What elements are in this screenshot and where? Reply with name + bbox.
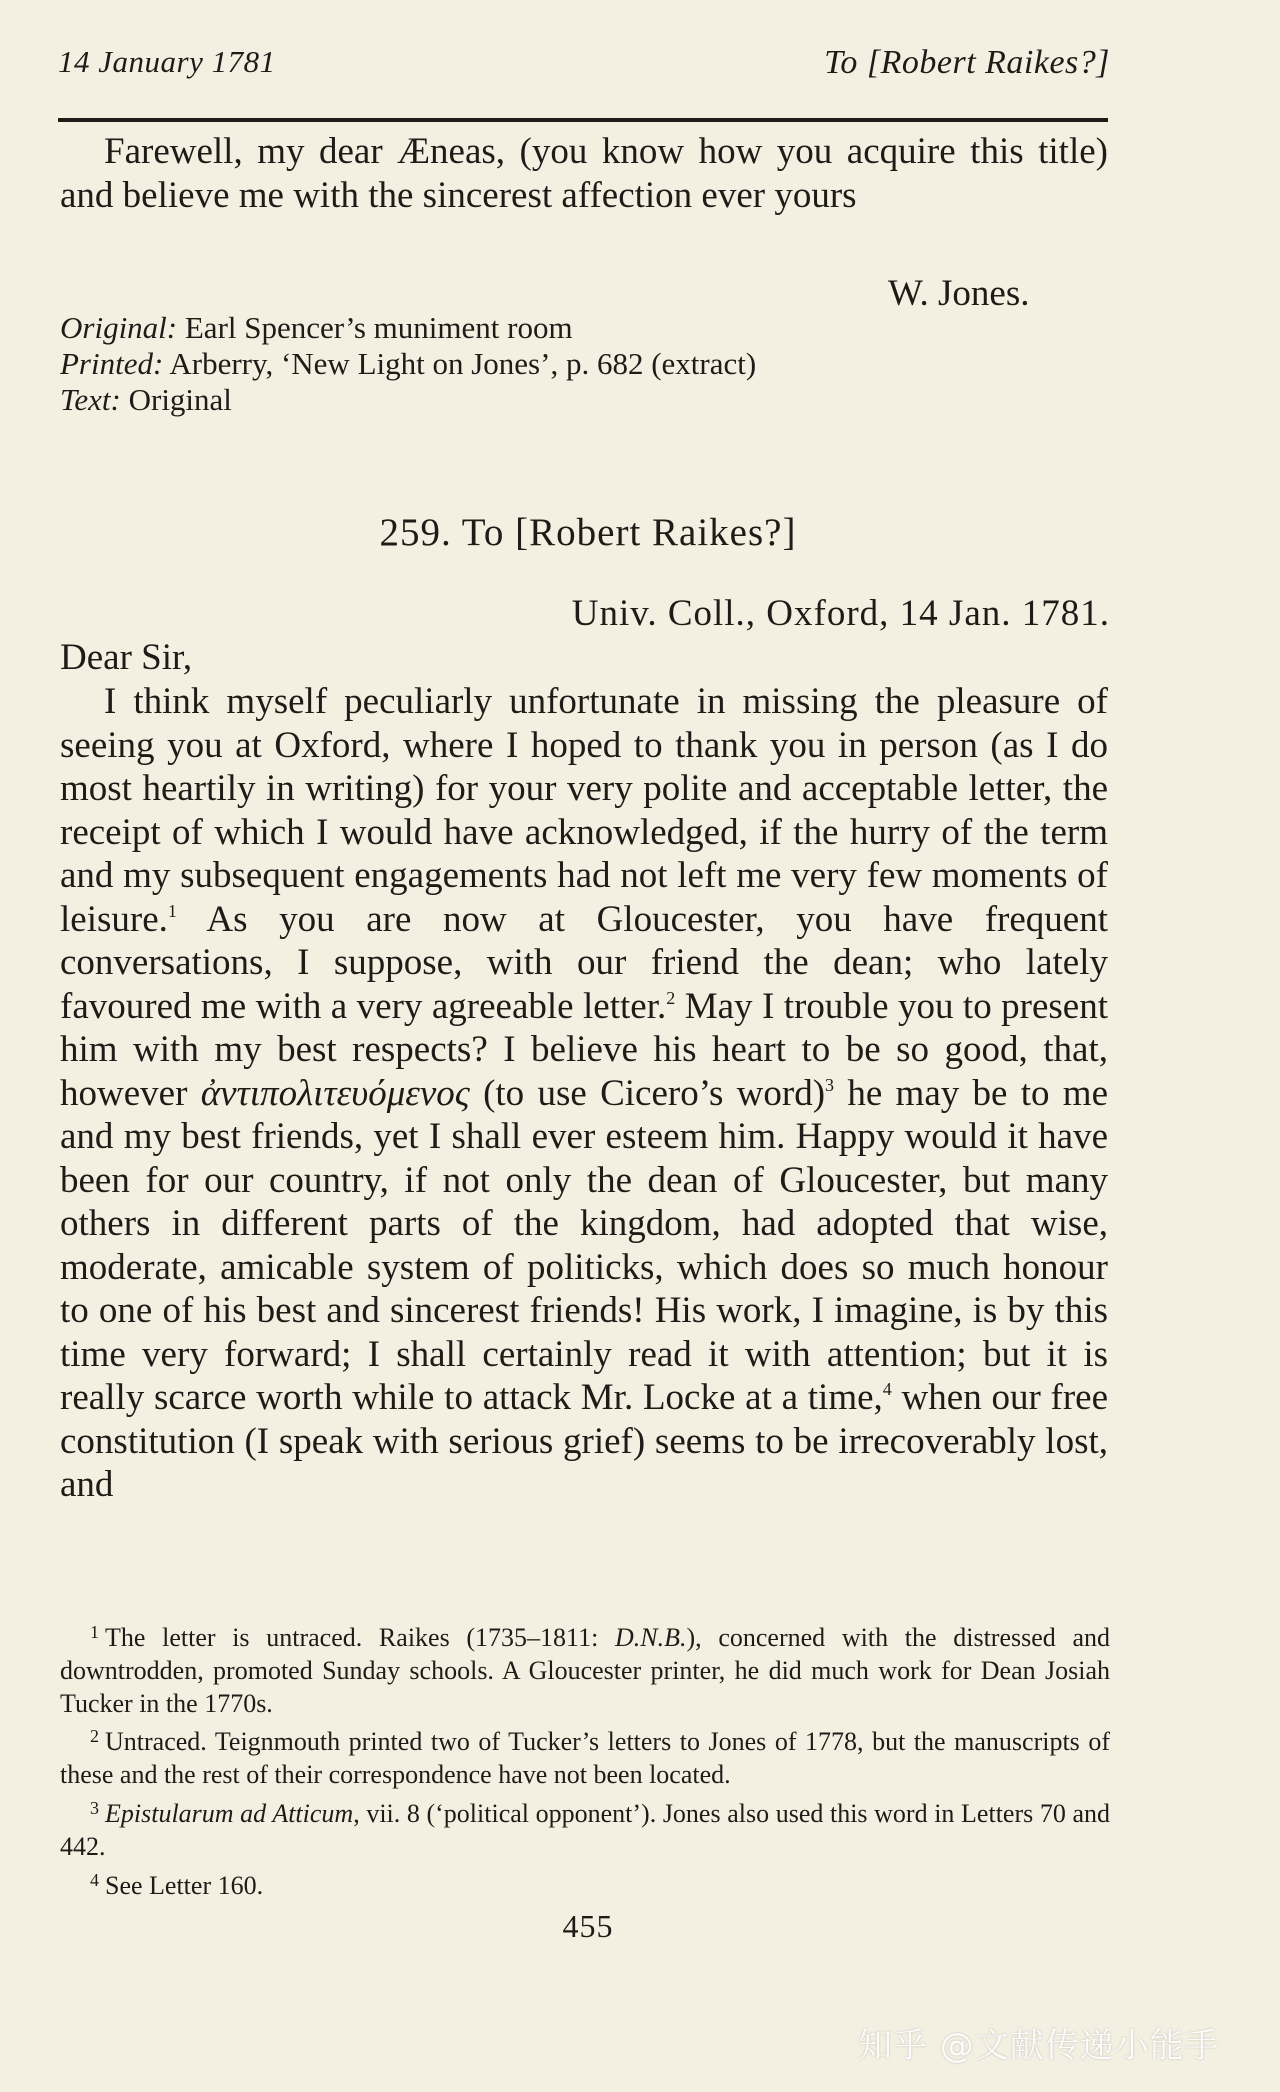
source-value: Arberry, ‘New Light on Jones’, p. 682 (extract) [169, 346, 757, 381]
source-value: Earl Spencer’s muniment room [184, 310, 573, 345]
running-header-recipient: To [Robert Raikes?] [824, 44, 1110, 81]
previous-letter-closing [60, 130, 1108, 217]
source-notes [60, 310, 756, 418]
source-text [60, 382, 756, 418]
footnote-2 [60, 1720, 1110, 1792]
footnote-text: See Letter 160. [105, 1870, 264, 1900]
footnote-ref-3: 3 [825, 1074, 835, 1095]
footnote-1 [60, 1616, 1110, 1720]
source-printed [60, 346, 756, 382]
footnote-ref-2: 2 [666, 987, 676, 1008]
footnote-text: The letter is untraced. Raikes (1735–1811: [105, 1623, 615, 1652]
watermark: 知乎 @文献传递小能手 [858, 2026, 1220, 2066]
running-header-date: 14 January 1781 [58, 44, 276, 79]
signature: W. Jones. [888, 273, 1030, 314]
letter-heading: 259. To [Robert Raikes?] [379, 511, 797, 554]
source-label: Original: [60, 310, 178, 345]
letter-body [60, 680, 1108, 1507]
footnote-text: Untraced. Teignmouth printed two of Tucker’s letters to Jones of 1778, but the manuscripts of these and the rest of their correspondence have not been located. [60, 1727, 1110, 1790]
footnotes [60, 1616, 1110, 1902]
body-text: (to use Cicero’s word) [469, 1072, 826, 1114]
source-value: Original [128, 382, 232, 417]
closing-paragraph: Farewell, my dear Æneas, (you know how you acquire this title) and believe me with the sincerest affection ever yours [60, 131, 1108, 216]
source-original [60, 310, 756, 346]
salutation: Dear Sir, [60, 637, 193, 678]
body-text: I think myself peculiarly unfortunate in missing the pleasure of seeing you at Oxford, where I hoped to thank you in person (as I do most heartily in writing) for your very polite and acceptable letter, the receipt of which I would have acknowledged, if the hurry of the term and my subsequent engagements had not left me very few moments of leisure. [60, 681, 1108, 940]
source-label: Text: [60, 382, 121, 417]
body-text: As you are now at Gloucester, you have frequent conversations, I suppose, with our friend the dean; who lately favoured me with a very agreeable letter. [60, 898, 1108, 1027]
footnote-text: ), concerned with the distressed and downtrodden, promoted Sunday schools. A Gloucester printer, he did much work for Dean Josiah Tucker in the 1770s. [60, 1623, 1110, 1718]
body-text: May I trouble you to present him with my best respects? I believe his heart to be so good, that, however [60, 985, 1109, 1114]
footnote-ref-4: 4 [882, 1379, 892, 1399]
header-rule [58, 118, 1108, 122]
footnote-text: Epistularum ad Atticum [105, 1798, 354, 1828]
page-number: 455 [562, 1908, 614, 1944]
footnote-ref-1: 1 [167, 900, 177, 921]
footnote-4 [60, 1864, 1110, 1903]
source-label: Printed: [60, 346, 164, 381]
footnote-number: 1 [90, 1622, 99, 1642]
footnote-text: , vii. 8 (‘political opponent’). Jones also used this word in Letters 70 and 442. [60, 1798, 1111, 1861]
letter-dateline: Univ. Coll., Oxford, 14 Jan. 1781. [571, 593, 1110, 634]
greek-word: ἀντιπολιτευόμενος [200, 1072, 470, 1114]
footnote-number: 4 [90, 1869, 99, 1890]
footnote-number: 3 [90, 1797, 99, 1818]
footnote-3 [60, 1792, 1110, 1864]
body-text: when our free constitution (I speak with serious grief) seems to be irrecoverably lost, and [60, 1377, 1109, 1505]
body-text: he may be to me and my best friends, yet I shall ever esteem him. Happy would it have been for our country, if not only the dean of Gloucester, but many others in different parts of the kingdom, had adopted that wise, moderate, amicable system of politicks, which does so much honour to one of his best and sincerest friends! His work, I imagine, is by this time very forward; I shall certainly read it with attention; but it is really scarce worth while to attack Mr. Locke at a time, [60, 1072, 1109, 1418]
body-paragraph [60, 680, 1108, 1507]
footnote-number: 2 [90, 1726, 99, 1747]
footnote-text: D.N.B. [615, 1623, 687, 1652]
